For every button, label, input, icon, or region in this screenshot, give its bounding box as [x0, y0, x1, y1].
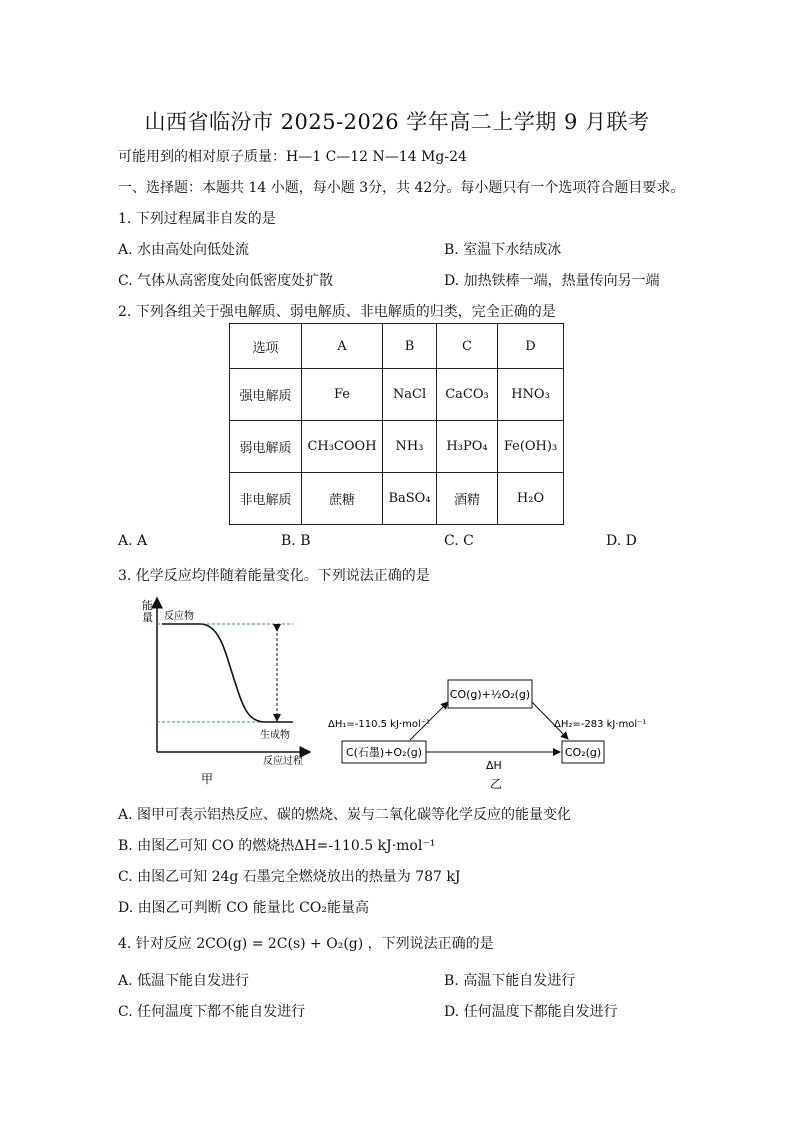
q3-option-c[interactable]: C. 由图乙可知 24g 石墨完全燃烧放出的热量为 787 kJ — [118, 869, 461, 885]
table-cell: 非电解质 — [230, 473, 302, 525]
page-title: 山西省临汾市 2025-2026 学年高二上学期 9 月联考 — [144, 110, 650, 134]
q3-option-d[interactable]: D. 由图乙可判断 CO 能量比 CO₂能量高 — [118, 900, 369, 916]
q4-option-b[interactable]: B. 高温下能自发进行 — [444, 973, 576, 989]
table-row — [230, 369, 564, 421]
table-cell: C — [437, 324, 498, 369]
table-cell: 选项 — [230, 324, 302, 369]
atomic-masses: 可能用到的相对原子质量：H—1 C—12 N—14 Mg-24 — [118, 149, 467, 165]
y-label-top: 能 — [142, 599, 153, 612]
q3-stem: 3. 化学反应均伴随着能量变化。下列说法正确的是 — [118, 568, 430, 584]
energy-curve — [162, 624, 293, 722]
q1-option-c[interactable]: C. 气体从高密度处向低密度处扩散 — [118, 273, 334, 289]
table-cell: CaCO₃ — [437, 369, 498, 421]
table-cell: A — [302, 324, 383, 369]
q2-option-d[interactable]: D. D — [606, 533, 637, 549]
q2-option-a[interactable]: A. A — [118, 533, 148, 549]
table-row — [230, 473, 564, 525]
q2-option-c[interactable]: C. C — [444, 533, 474, 549]
y-label-bottom: 量 — [142, 611, 153, 624]
dh2-label: ΔH₂=-283 kJ·mol⁻¹ — [554, 719, 647, 730]
section-heading: 一、选择题：本题共 14 小题，每小题 3分，共 42分。每小题只有一个选项符合题目要求。 — [118, 180, 685, 196]
x-label: 反应过程 — [263, 756, 303, 767]
table-cell: 强电解质 — [230, 369, 302, 421]
caption-jia: 甲 — [201, 772, 214, 786]
box-graphite-o2-label: C(石墨)+O₂(g) — [345, 746, 423, 759]
table-cell: 弱电解质 — [230, 421, 302, 473]
table-cell: 蔗糖 — [302, 473, 383, 525]
q1-option-a[interactable]: A. 水由高处向低处流 — [118, 242, 250, 258]
q2-stem: 2. 下列各组关于强电解质、弱电解质、非电解质的归类，完全正确的是 — [118, 304, 556, 320]
electrolyte-table — [229, 323, 564, 525]
table-cell: NaCl — [383, 369, 437, 421]
table-cell: H₂O — [498, 473, 564, 525]
energy-diagram-jia — [130, 592, 320, 792]
table-cell: BaSO₄ — [383, 473, 437, 525]
box-co2-label: CO₂(g) — [564, 746, 602, 759]
table-cell: CH₃COOH — [302, 421, 383, 473]
q4-stem: 4. 针对反应 2CO(g) = 2C(s) + O₂(g) ，下列说法正确的是 — [118, 936, 494, 952]
table-cell: D — [498, 324, 564, 369]
hess-cycle-diagram-yi — [320, 672, 670, 792]
dh-label: ΔH — [486, 759, 502, 772]
q1-option-b[interactable]: B. 室温下水结成冰 — [444, 242, 562, 258]
dh1-label: ΔH₁=-110.5 kJ·mol⁻¹ — [328, 719, 431, 730]
q1-stem: 1. 下列过程属非自发的是 — [118, 211, 276, 227]
q3-option-a[interactable]: A. 图甲可表示铝热反应、碳的燃烧、炭与二氧化碳等化学反应的能量变化 — [118, 807, 572, 823]
q4-option-c[interactable]: C. 任何温度下都不能自发进行 — [118, 1004, 306, 1020]
box-co-o2-label: CO(g)+½O₂(g) — [449, 688, 531, 701]
table-cell: Fe — [302, 369, 383, 421]
caption-yi: 乙 — [490, 777, 503, 791]
q4-option-a[interactable]: A. 低温下能自发进行 — [118, 973, 250, 989]
table-cell: H₃PO₄ — [437, 421, 498, 473]
table-cell: HNO₃ — [498, 369, 564, 421]
table-cell: Fe(OH)₃ — [498, 421, 564, 473]
q3-option-b[interactable]: B. 由图乙可知 CO 的燃烧热ΔH=-110.5 kJ·mol⁻¹ — [118, 838, 436, 854]
reactants-label: 反应物 — [164, 611, 194, 622]
q1-option-d[interactable]: D. 加热铁棒一端，热量传向另一端 — [444, 273, 660, 289]
table-row — [230, 421, 564, 473]
table-cell: B — [383, 324, 437, 369]
q2-option-b[interactable]: B. B — [281, 533, 311, 549]
table-row — [230, 324, 564, 369]
table-cell: 酒精 — [437, 473, 498, 525]
q4-option-d[interactable]: D. 任何温度下都能自发进行 — [444, 1004, 618, 1020]
table-cell: NH₃ — [383, 421, 437, 473]
products-label: 生成物 — [260, 730, 290, 741]
